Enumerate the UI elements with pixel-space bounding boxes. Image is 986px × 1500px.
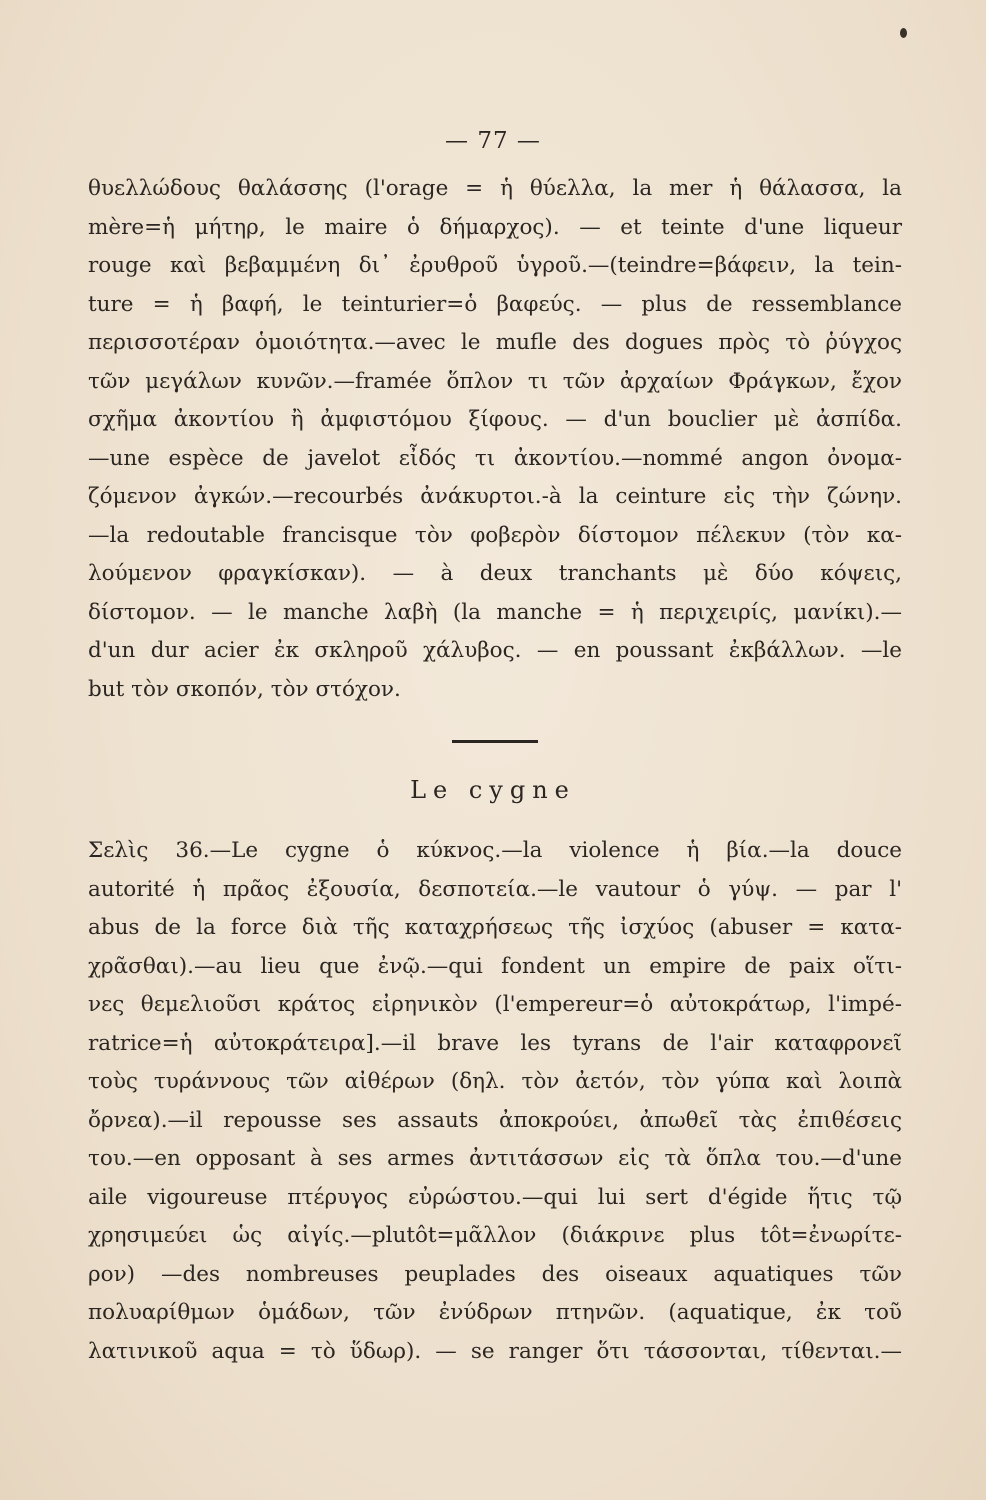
text-line: τῶν μεγάλων κυνῶν.—framée ὅπλον τι τῶν ἀρχαίων Φράγκων, ἔχον [88, 368, 902, 394]
text-line: θυελλώδους θαλάσσης (l'orage = ἡ θύελλα, la mer ἡ θάλασσα, la [88, 176, 902, 201]
text-line: but τὸν σκοπόν, τὸν στόχον. [88, 676, 401, 702]
text-line: rouge καὶ βεβαμμένη δι᾽ ἐρυθροῦ ὑγροῦ.—(teindre=βάφειν, la tein- [88, 253, 902, 278]
text-line: d'un dur acier ἐκ σκληροῦ χάλυβος. — en poussant ἐκβάλλων. —le [88, 638, 902, 663]
text-line: λατινικοῦ aqua = τὸ ὕδωρ). — se ranger ὅτι τάσσονται, τίθενται.— [88, 1338, 902, 1364]
text-line: ὄρνεα).—il repousse ses assauts ἀποκρούει, ἀπωθεῖ τὰς ἐπιθέσεις [88, 1107, 902, 1133]
text-line: aile vigoureuse πτέρυγος εὐρώστου.—qui lui sert d'égide ἥτις τῷ [88, 1184, 902, 1210]
ink-spot [900, 28, 907, 38]
text-line: χρᾶσθαι).—au lieu que ἐνῷ.—qui fondent un empire de paix οἵτι- [88, 953, 902, 979]
text-line: —une espèce de javelot εἶδός τι ἀκοντίου.—nommé angon ὀνομα- [88, 445, 902, 471]
text-line: ture = ἡ βαφή, le teinturier=ὁ βαφεύς. — plus de ressemblance [88, 291, 902, 317]
text-line: —la redoutable francisque τὸν φοβερὸν δίστομον πέλεκυν (τὸν κα- [88, 522, 902, 548]
text-line: δίστομον. — le manche λαβὴ (la manche = ἡ περιχειρίς, μανίκι).— [88, 599, 902, 625]
text-line: autorité ἡ πρᾶος ἐξουσία, δεσποτεία.—le vautour ὁ γύψ. — par l' [88, 876, 902, 902]
text-line: ζόμενον ἀγκών.—recourbés ἀνάκυρτοι.-à la ceinture εἰς τὴν ζώνην. [88, 484, 902, 509]
text-line: του.—en opposant à ses armes ἀντιτάσσων εἰς τὰ ὅπλα του.—d'une [88, 1146, 902, 1171]
text-line: mère=ἡ μήτηρ, le maire ὁ δήμαρχος). — et teinte d'une liqueur [88, 214, 902, 240]
text-line: νες θεμελιοῦσι κράτος εἰρηνικὸν (l'empereur=ὁ αὐτοκράτωρ, l'impé- [88, 992, 902, 1017]
text-line: ratrice=ἡ αὐτοκράτειρα].—il brave les tyrans de l'air καταφρονεῖ [88, 1030, 902, 1056]
text-line: ρον) —des nombreuses peuplades des oiseaux aquatiques τῶν [88, 1261, 902, 1287]
section-divider [452, 740, 538, 743]
text-line: σχῆμα ἀκοντίου ἢ ἀμφιστόμου ξίφους. — d'un bouclier μὲ ἀσπίδα. [88, 407, 902, 432]
text-line: λούμενον φραγκίσκαν). — à deux tranchants μὲ δύο κόψεις, [88, 561, 902, 586]
text-line: τοὺς τυράννους τῶν αἰθέρων (δηλ. τὸν ἀετόν, τὸν γύπα καὶ λοιπὰ [88, 1069, 902, 1094]
glossary-section-2 [88, 832, 902, 1371]
page-number: — 77 — [445, 128, 541, 154]
text-line: abus de la force διὰ τῆς καταχρήσεως τῆς ἰσχύος (abuser = κατα- [88, 915, 902, 940]
glossary-section-1 [88, 170, 902, 709]
text-line: πολυαρίθμων ὁμάδων, τῶν ἐνύδρων πτηνῶν. (aquatique, ἐκ τοῦ [88, 1300, 902, 1325]
text-line: περισσοτέραν ὁμοιότητα.—avec le mufle des dogues πρὸς τὸ ῥύγχος [88, 330, 902, 355]
text-line: χρησιμεύει ὡς αἰγίς.—plutôt=μᾶλλον (διάκρινε plus tôt=ἐνωρίτε- [88, 1223, 902, 1248]
text-line: Σελὶς 36.—Le cygne ὁ κύκνος.—la violence ἡ βία.—la douce [88, 838, 902, 863]
section-title: Le cygne [410, 776, 576, 804]
